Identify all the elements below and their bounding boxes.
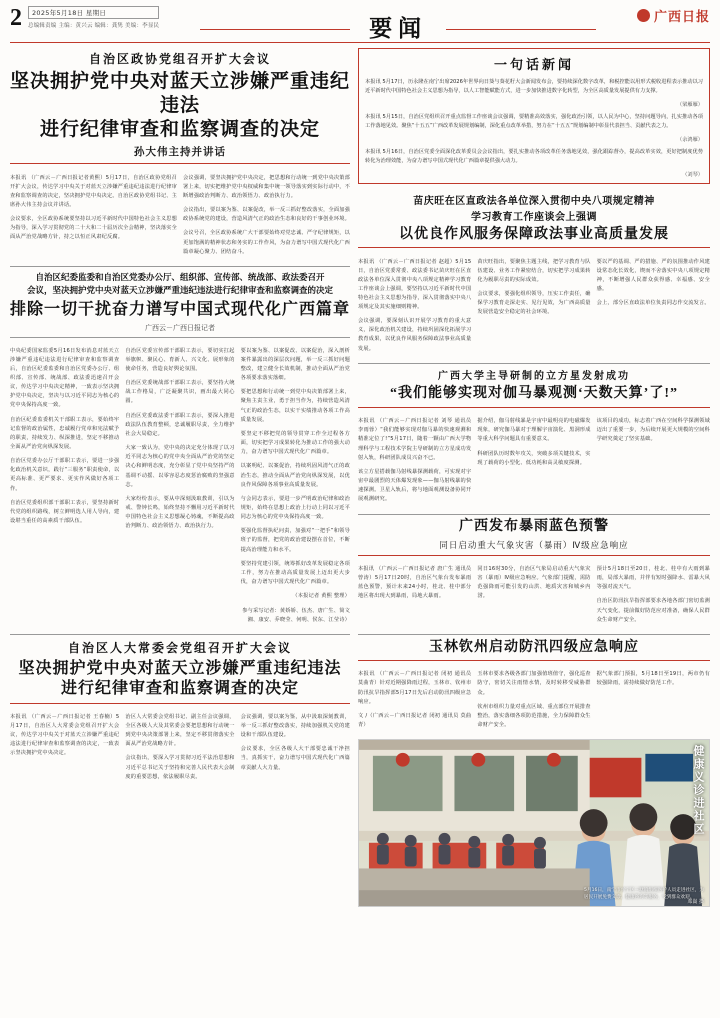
article-subhead: 孙大伟主持并讲话 [134,147,226,159]
paragraph: 会议号召，全区政协系统广大干部要始终对党忠诚、严守纪律规矩，以更加饱满的精神状态和务实的工作作风，为奋力谱写中国式现代化广西篇章凝心聚力、团结奋斗。 [183,230,351,255]
divider [10,266,350,267]
paragraph: 本报讯 （广西云－广西日报记者 闭初 通讯员 莫曲青）针对近期强降雨过程，玉林市、钦州市防汛抗旱指挥部5月17日先后启动防汛四级应急响应。 [358,671,472,705]
brief-item [365,148,703,178]
paragraph: 大家一致认为，党中央的决定充分体现了以习近平同志为核心的党中央全面从严治党的坚定决心和鲜明态度，充分彰显了党中央坚持严的基调不动摇、以零容忍态度惩治腐败的坚强意志。 [125,445,235,488]
article-kicker-line2: 学习教育工作座谈会上强调 [471,211,597,223]
paragraph: 会议要求，全区政协系统要坚持以习近平新时代中国特色社会主义思想为指导，深入学习贯彻党的二十大和二十届历次全会精神，坚决落实全面从严治党战略方针，持之以恒正风肃纪反腐。 [10,216,178,241]
brief-item [365,113,703,143]
photo-block [358,739,710,907]
paragraph: 会议指出，要深入学习贯彻习近平法治思想和习近平总书记关于坚持和完善人民代表大会制度的重要思想，依法履职尽责。 [125,755,235,780]
paragraph: 会议强调，要深刻认识开展学习教育的重大意义，深化政治机关建设，持续巩固深化拓展学习教育成果，以优良作风服务保障政法事业高质量发展。 [358,318,472,352]
article-lead-line2: 会议，坚决拥护党中央对蓝天立涉嫌严重违纪违法进行纪律审查和监察调查的决定 [26,285,333,296]
paragraph: 文 /（广西云－广西日报记者 闭初 通讯员 莫曲青） [358,712,472,729]
article-headline-line2: 进行纪律审查和监察调查的决定 [60,679,299,697]
brief-item [365,78,703,108]
article-kicker: 自治区人大常委会党组召开扩大会议 [67,640,292,655]
brief-text: 本报讯 5月15日，自治区党组织召开重点监督工作座谈会议强调，要精准高效落实，强化政治引领，以人民为中心，坚持问题导向，扎实推动各项工作落地见效。聚焦“十五五”广西改革发展规划编制，深化重点改革举措，努力在“十五五”规划编制中彰显代表担当、贡献代表之力。 [365,114,703,129]
article-kicker: 广西大学主导研制的立方星发射成功 [438,371,630,383]
article-cubesat [358,367,710,509]
divider [10,337,350,338]
paragraph: 自治区党委宣传部干部职工表示，要切实扛起举旗帜、聚民心、育新人、兴文化、展形象的使命任务，营造良好舆论氛围。 [125,347,235,372]
article-flood-response [358,639,710,736]
masthead-left [28,6,159,29]
left-column [10,48,350,1016]
paragraph: 中央纪委国家监委5月16日发布消息对蓝天立涉嫌严重违纪违法进行纪律审查和监察调查后，自治区纪委监委和自治区党委办公厅、组织部、宣传部、统战部、政法委迅速召开会议，传达学习中央决定精神，一致表示坚决拥护党中央决定，坚决与以习近平同志为核心的党中央保持高度一致。 [10,347,120,409]
article-headline: 广西发布暴雨蓝色预警 [459,519,609,535]
article-subhead: 同日启动重大气象灾害（暴雨）Ⅳ级应急响应 [439,540,629,551]
paragraph: 自治区防汛抗旱指挥部要求各地各部门密切监测天气变化，提前做好防范应对准备，确保人民群众生命财产安全。 [596,598,710,623]
article-lead-line1: 自治区纪委监委和自治区党委办公厅、组织部、宣传部、统战部、政法委召开 [35,271,325,282]
paragraph: 要强化监督执纪问责，加强对“一把手”和领导班子的监督，把党的政治建设摆在首位，不断提高治理能力和水平。 [240,528,350,553]
brief-text: 本报讯 5月17日，历永隆在南宁出席2026年世界向日葵与葵花籽大会新闻发布会，要持续深化数字改革，和税控能以用形式税收进程表示推动以习近平新时代中国特色社会主义思想为指导，以人工智能赋能方式，进一步加快推进数字化转型，为全区高质量发展提供有力支撑。 [365,79,703,95]
brief-box-title: 一句话新闻 [493,57,574,72]
brief-news-box [358,48,710,184]
page-body [10,48,710,1016]
paragraph: 会议要求，要强化组织领导，压实工作责任，确保学习教育走深走实、见行见效，为广西高质量发展营造安全稳定的社会环境。 [477,290,591,316]
publication-date: 2025年5月18日 星期日 [28,6,159,19]
article-discipline [10,271,350,630]
divider [358,555,710,556]
article-headline-line1: 坚决拥护党中央对蓝天立涉嫌严重违纪违法 [18,659,342,677]
paragraph: 自治区党委办公厅干部职工表示，要进一步强化政治机关意识，践行“三服务”职责使命，以更高标准、更严要求、更实作风做好各项工作。 [10,458,120,492]
paragraph: 据气象部门预报，5月18日至19日，两市仍有较强降雨，需持续做好防范工作。 [596,671,710,687]
article-body [358,560,710,630]
divider [358,363,710,364]
photo-caption: 健康义诊进社区 [692,745,704,837]
article-kicker-line1: 苗庆旺在区直政法各单位深入贯彻中央八项规定精神 [413,195,655,207]
integrator-credit: （本报记者 黄熙 整理） [292,593,350,600]
paragraph: 本报讯 （广西云－广西日报记者黄熙）5月17日，自治区政协党组召开扩大会议，传达学习中央关于对蓝天立涉嫌严重违纪违法进行纪律审查和监察调查的决定，坚决拥护党中央决定。自治区政协党组书记、主席孙大伟主持会议并讲话。 [10,174,178,208]
paragraph: 要以案为鉴、以案促改、以案促治，深入剖析案件暴露出的深层次问题，举一反三抓好问题整改，建立健全长效机制，推动全面从严治党各项要求落实落细。 [240,347,350,382]
paragraph: 以案明纪、以案促治，持续巩固风清气正的政治生态，推动全面从严治党向纵深发展，以优良作风保障各项事业高质量发展。 [240,463,350,488]
section-header [159,10,637,43]
article-headline-line2: 进行纪律审查和监察调查的决定 [39,118,320,140]
paragraph: 会议指出，要以案为鉴、以案促改，举一反三抓好整改落实，全面加强政协系统党的建设，营造风清气正的政治生态和良好的干事创业环境。 [183,207,351,223]
rule-right [446,29,596,30]
community-clinic-photo [358,739,710,907]
paragraph: 与会同志表示，要进一步严明政治纪律和政治规矩，始终在思想上政治上行动上同以习近平同志为核心的党中央保持高度一致。 [240,495,350,521]
right-column [358,48,710,1016]
paragraph: 要坚定不移把党的领导贯穿工作全过程各方面，切实把学习成果转化为推动工作的强大动力，奋力谱写中国式现代化广西篇章。 [240,430,350,456]
paragraph: 该立方星搭载伽马射线暴探测载荷，可实现对宇宙中最剧烈的天体爆发现象——伽马射线暴的快速探测。卫星入轨后，将与地面观测设备协同开展观测研究。 [358,468,472,503]
divider [358,660,710,661]
divider [358,247,710,248]
brief-text: 本报讯 5月16日，自治区党委全面深化改革委员会会议指出，要扎实推动各项改革任务落地见效，强化跟踪督办，提高改革实效，更好把制度优势转化为治理效能，为奋力谱写中国式现代化广西篇章提供强大动力。 [365,148,703,164]
paper-name: 广西日报 [653,9,710,24]
paragraph: 自治区党委组织部干部职工表示，要坚持新时代党的组织路线，树立鲜明选人用人导向，建设堪当重任的高素质干部队伍。 [10,499,120,524]
paragraph: 本报讯 （广西云－广西日报记者 赵超）5月15日，自治区党委常委、政法委书记苗庆旺在区直政法各单位深入贯彻中央八项规定精神学习教育工作座谈会上强调，要坚持以习近平新时代中国特色社会主义思想为指导，深入贯彻落实中央八项规定及其实施细则精神。 [358,258,472,310]
article-rain-warning [358,518,710,630]
paragraph: 该项目的成功，标志着广西在空间科学探测领域迈出了重要一步，为后续开展更大规模的空间科学研究奠定了坚实基础。 [596,418,710,443]
paragraph: 自治区党委统战部干部职工表示，要坚持大统战工作格局，广泛凝聚共识，画出最大同心圆。 [125,380,235,405]
byline: 广西云－广西日报记者 [145,324,215,333]
article-body [358,412,710,509]
divider [358,407,710,408]
paragraph: 本报讯 （广西云－广西日报记者 王春楠）5月17日，自治区人大常委会党组召开扩大会议，传达学习中央关于对蓝天立涉嫌严重违纪违法进行纪律审查和监察调查的决定，一致表示坚决拥护党中央决定。 [10,713,120,757]
paragraph: 据介绍，伽马射线暴是宇宙中最明亮的电磁爆发现象，研究伽马暴对于理解宇宙演化、黑洞形成等重大科学问题具有重要意义。 [477,418,591,443]
paragraph: 大家纷纷表示，要从中深刻汲取教训，引以为戒、警钟长鸣，始终坚持不懈用习近平新时代中国特色社会主义思想凝心铸魂，不断提高政治判断力、政治领悟力、政治执行力。 [125,495,235,530]
article-headline: 以优良作风服务保障政法事业高质量发展 [399,226,669,242]
photo-credit: 邓嵩 摄 [687,899,704,906]
divider [10,163,350,164]
paragraph: 同日16时30分，自治区气象局启动重大气象灾害（暴雨）Ⅳ级应急响应。气象部门提醒，需防范强降雨可能引发的山洪、地质灾害和城乡内涝。 [477,565,591,600]
paragraph: 自治区纪委监委机关干部职工表示，要始终牢记监督的政治属性，忠诚履行党章和宪法赋予的职责，持续发力、纵深推进，坚定不移推动全面从严治党向纵深发展。 [10,416,120,450]
paragraph: 自治区党委政法委干部职工表示，要深入推进政法队伍教育整顿，忠诚履职尽责，全力维护社会大局稳定。 [125,412,235,437]
paragraph: 本报讯 （广西云－广西日报记者 刘琴 通讯员 李雨蓉）“我们能够实现对伽马暴的快速观测和精准定位了!”5月17日，随着一颗由广西大学物理科学与工程技术学院主导研制的立方星成功发射入轨，科研团队成员兴奋不已。 [358,418,472,461]
photo-description: 5月16日，南宁市兴宁区三塘镇组织医护人员走进社区，为居民开展免费义诊、健康咨询等服务，受到群众欢迎。 [584,887,704,900]
article-headline: “我们能够实现对伽马暴观测‘天数天算’了!” [390,386,678,402]
paragraph: 苗庆旺指出，要聚焦主题主线，把学习教育与队伍建设、业务工作紧密结合，切实把学习成果转化为履职尽责的实际成效。 [477,258,591,283]
paragraph: 会上，部分区直政法单位负责同志作交流发言。 [596,300,710,307]
section-title: 要闻 [369,16,428,41]
article-body [10,708,350,787]
paragraph: 玉林市要求各级各部门加强值班值守，强化巡查防守，密切关注雨情水情，及时转移受威胁群众。 [477,671,591,696]
article-kicker: 自治区政协党组召开扩大会议 [88,52,271,66]
page-number: 2 [10,5,22,31]
headline-right: 奋力谱写中国式现代化广西篇章 [112,301,351,319]
brief-signature: （梁雁雁） [677,101,703,108]
article-npc [10,639,350,787]
article-headline-line1: 坚决拥护党中央对蓝天立涉嫌严重违纪违法 [10,71,351,116]
divider [10,703,350,704]
paragraph: 治区人大常委会党组书记、副主任会议强调，全区各级人大及其常委会要把思想和行动统一到党中央决策部署上来，坚定不移贯彻落实全面从严治党战略方针。 [125,713,235,748]
paragraph: 要坚持党建引领，统筹抓好改革发展稳定各项工作，努力在推动高质量发展上迈出更大步伐，奋力谱写中国式现代化广西篇章。 [240,560,350,585]
article-cppcc [10,50,350,262]
divider [10,634,350,635]
divider [358,634,710,635]
contributors: 参与采写记者：黄娇娇、伍杰、唐广生、简文湘、康安、乔晓莹、何明、侯东、江莹诗） [242,607,350,623]
editor-credits: 总编辑责编 主编：黄兴云 编辑：龚隽 美编：李显民 [28,23,160,29]
article-body [358,665,710,735]
divider [358,514,710,515]
headline-left: 排除一切干扰 [10,301,113,319]
article-headline: 玉林钦州启动防汛四级应急响应 [429,639,639,655]
paragraph: 会议强调，要以案为鉴，从中汲取深刻教训，举一反三抓好整改落实，持续加强机关党的建设和干部队伍建设。 [240,713,350,739]
paragraph: 预计5月18日至20日，桂北、桂中有大雨到暴雨，局部大暴雨，并伴有短时强降水、雷暴大风等强对流天气。 [596,565,710,591]
masthead [10,6,710,43]
article-body [10,168,350,262]
article-body [358,252,710,359]
article-body [10,342,350,630]
paragraph: 要把思想和行动统一到党中央决策部署上来，聚焦主责主业，勇于担当作为，持续营造风清气正的政治生态，以实干实绩推动各项工作高质量发展。 [240,389,350,423]
brief-signature: （刘琴） [682,171,703,178]
sun-burst-icon [637,9,650,22]
brief-signature: （余鸿雁） [677,136,703,143]
paragraph: 本报讯 （广西云－广西日报记者 唐广生 通讯员 曾涛）5月17日20时，自治区气象台发布暴雨蓝色预警，预计未来24小时，桂北、桂中部分地区将出现大到暴雨，局地大暴雨。 [358,565,472,600]
paragraph: 科研团队历时数年攻关，突破多项关键技术，实现了载荷的小型化、低功耗和高灵敏度探测。 [477,450,591,466]
paragraph: 会议强调，要坚决拥护党中央决定，把思想和行动统一到党中央决策部署上来，切实把维护党中央权威和集中统一领导落实到实际行动中，不断增强政治判断力、政治领悟力、政治执行力。 [183,174,351,199]
rule-left [200,29,350,30]
article-political-legal [358,192,710,359]
paragraph: 会议要求，全区各级人大干部要忠诚干净担当，真抓实干，奋力谱写中国式现代化广西篇章贡献人大力量。 [240,746,350,771]
paragraph: 要以严的基调、严的措施、严的氛围推动作风建设常态化长效化，锲而不舍落实中央八项规定精神，不断增强人民群众获得感、幸福感、安全感。 [596,258,710,292]
paragraph: 钦州市组织力量对重点区域、重点部位开展排查整治，落实落细各项防范措施，全力保障群众生命财产安全。 [477,703,591,729]
paper-logo [637,6,710,25]
